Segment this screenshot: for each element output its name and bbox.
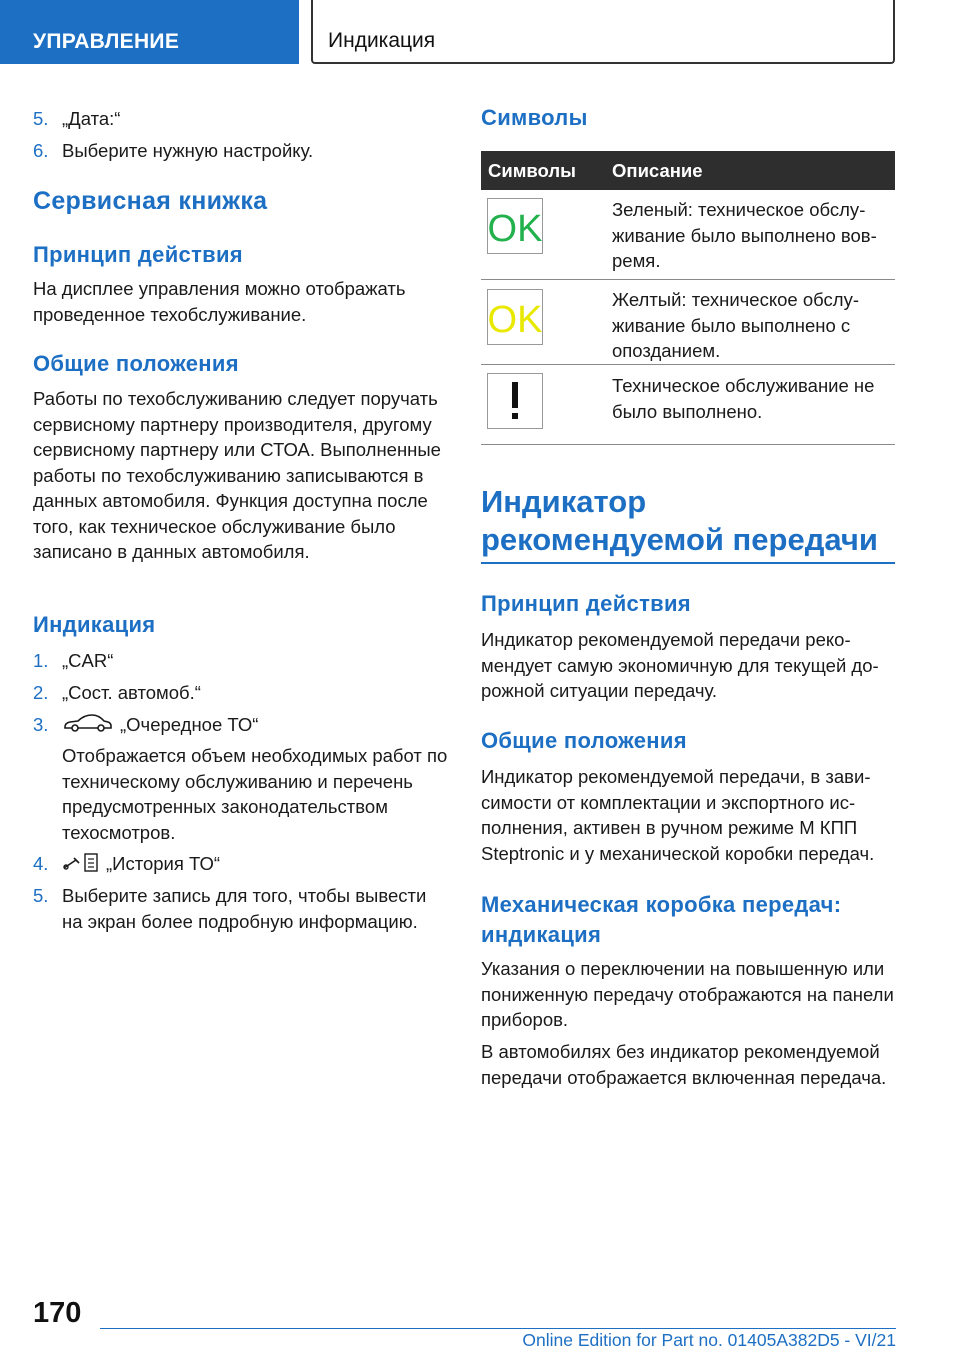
paragraph-manual-2: В автомобилях без индикатор рекомендуемой передачи отображается включенная передача. <box>481 1041 887 1088</box>
heading-manual-gearbox: Механическая коробка передач: индикация <box>481 892 842 947</box>
heading-principle: Принцип действия <box>33 242 243 267</box>
exclamation-icon <box>487 373 543 429</box>
paragraph-general-right: Индикатор рекомендуемой передачи, в зависимости от комплектации и экспортного исполнения, активен в ручном режиме М КПП Steptronic и у механической коробки передач. <box>481 766 875 864</box>
paragraph-general: Работы по техобслуживанию следует поручать сервисному партнеру производителя, другому сервисному партнеру или СТОА. Выполненные работы по техобслуживанию записываются в данных автомобиля. Функция доступна после того, как техническое обслуживание было записано в данных автомобиля. <box>33 388 441 562</box>
ok-yellow-icon <box>487 289 543 345</box>
paragraph-manual-1: Указания о переключении на повышенную или пониженную передачу отображаются на панели приборов. <box>481 958 894 1030</box>
symbols-table <box>481 151 895 445</box>
table-row: OK Зеленый: техническое обслуживание было выполнено вовремя. <box>481 190 895 280</box>
table-row: Техническое обслуживание не было выполнено. <box>481 365 895 445</box>
paragraph-principle-right: Индикатор рекомендуемой передачи рекомендует самую экономичную для текущей дорожной ситуации передачу. <box>481 629 879 701</box>
car-icon <box>62 713 114 740</box>
heading-gear-indicator: Индикатор рекомендуемой передачи <box>481 484 878 557</box>
heading-principle-right: Принцип действия <box>481 591 691 616</box>
chapter-title: Индикация <box>328 29 436 52</box>
section-tab <box>0 0 299 64</box>
section-title: УПРАВЛЕНИЕ <box>33 30 180 53</box>
footer-text: Online Edition for Part no. 01405A382D5 - VI/21 <box>522 1330 896 1350</box>
paragraph-principle: На дисплее управления можно отображать проведенное техобслуживание. <box>33 278 406 325</box>
svg-text:OK: OK <box>488 208 542 250</box>
footer-rule <box>100 1328 896 1329</box>
heading-general-right: Общие положения <box>481 728 687 753</box>
heading-display: Индикация <box>33 612 156 637</box>
heading-general: Общие положения <box>33 351 239 376</box>
service-history-icon <box>62 851 100 880</box>
ok-green-icon <box>487 198 543 254</box>
heading-underline <box>481 562 895 564</box>
page-number: 170 <box>33 1297 82 1329</box>
table-row: OK Желтый: техническое обслуживание было выполнено с опозданием. <box>481 280 895 365</box>
chapter-header <box>311 0 895 64</box>
heading-service-book: Сервисная книжка <box>33 187 268 215</box>
table-header: Символы Описание <box>481 151 895 190</box>
heading-symbols: Символы <box>481 105 588 130</box>
svg-text:OK: OK <box>488 299 542 341</box>
